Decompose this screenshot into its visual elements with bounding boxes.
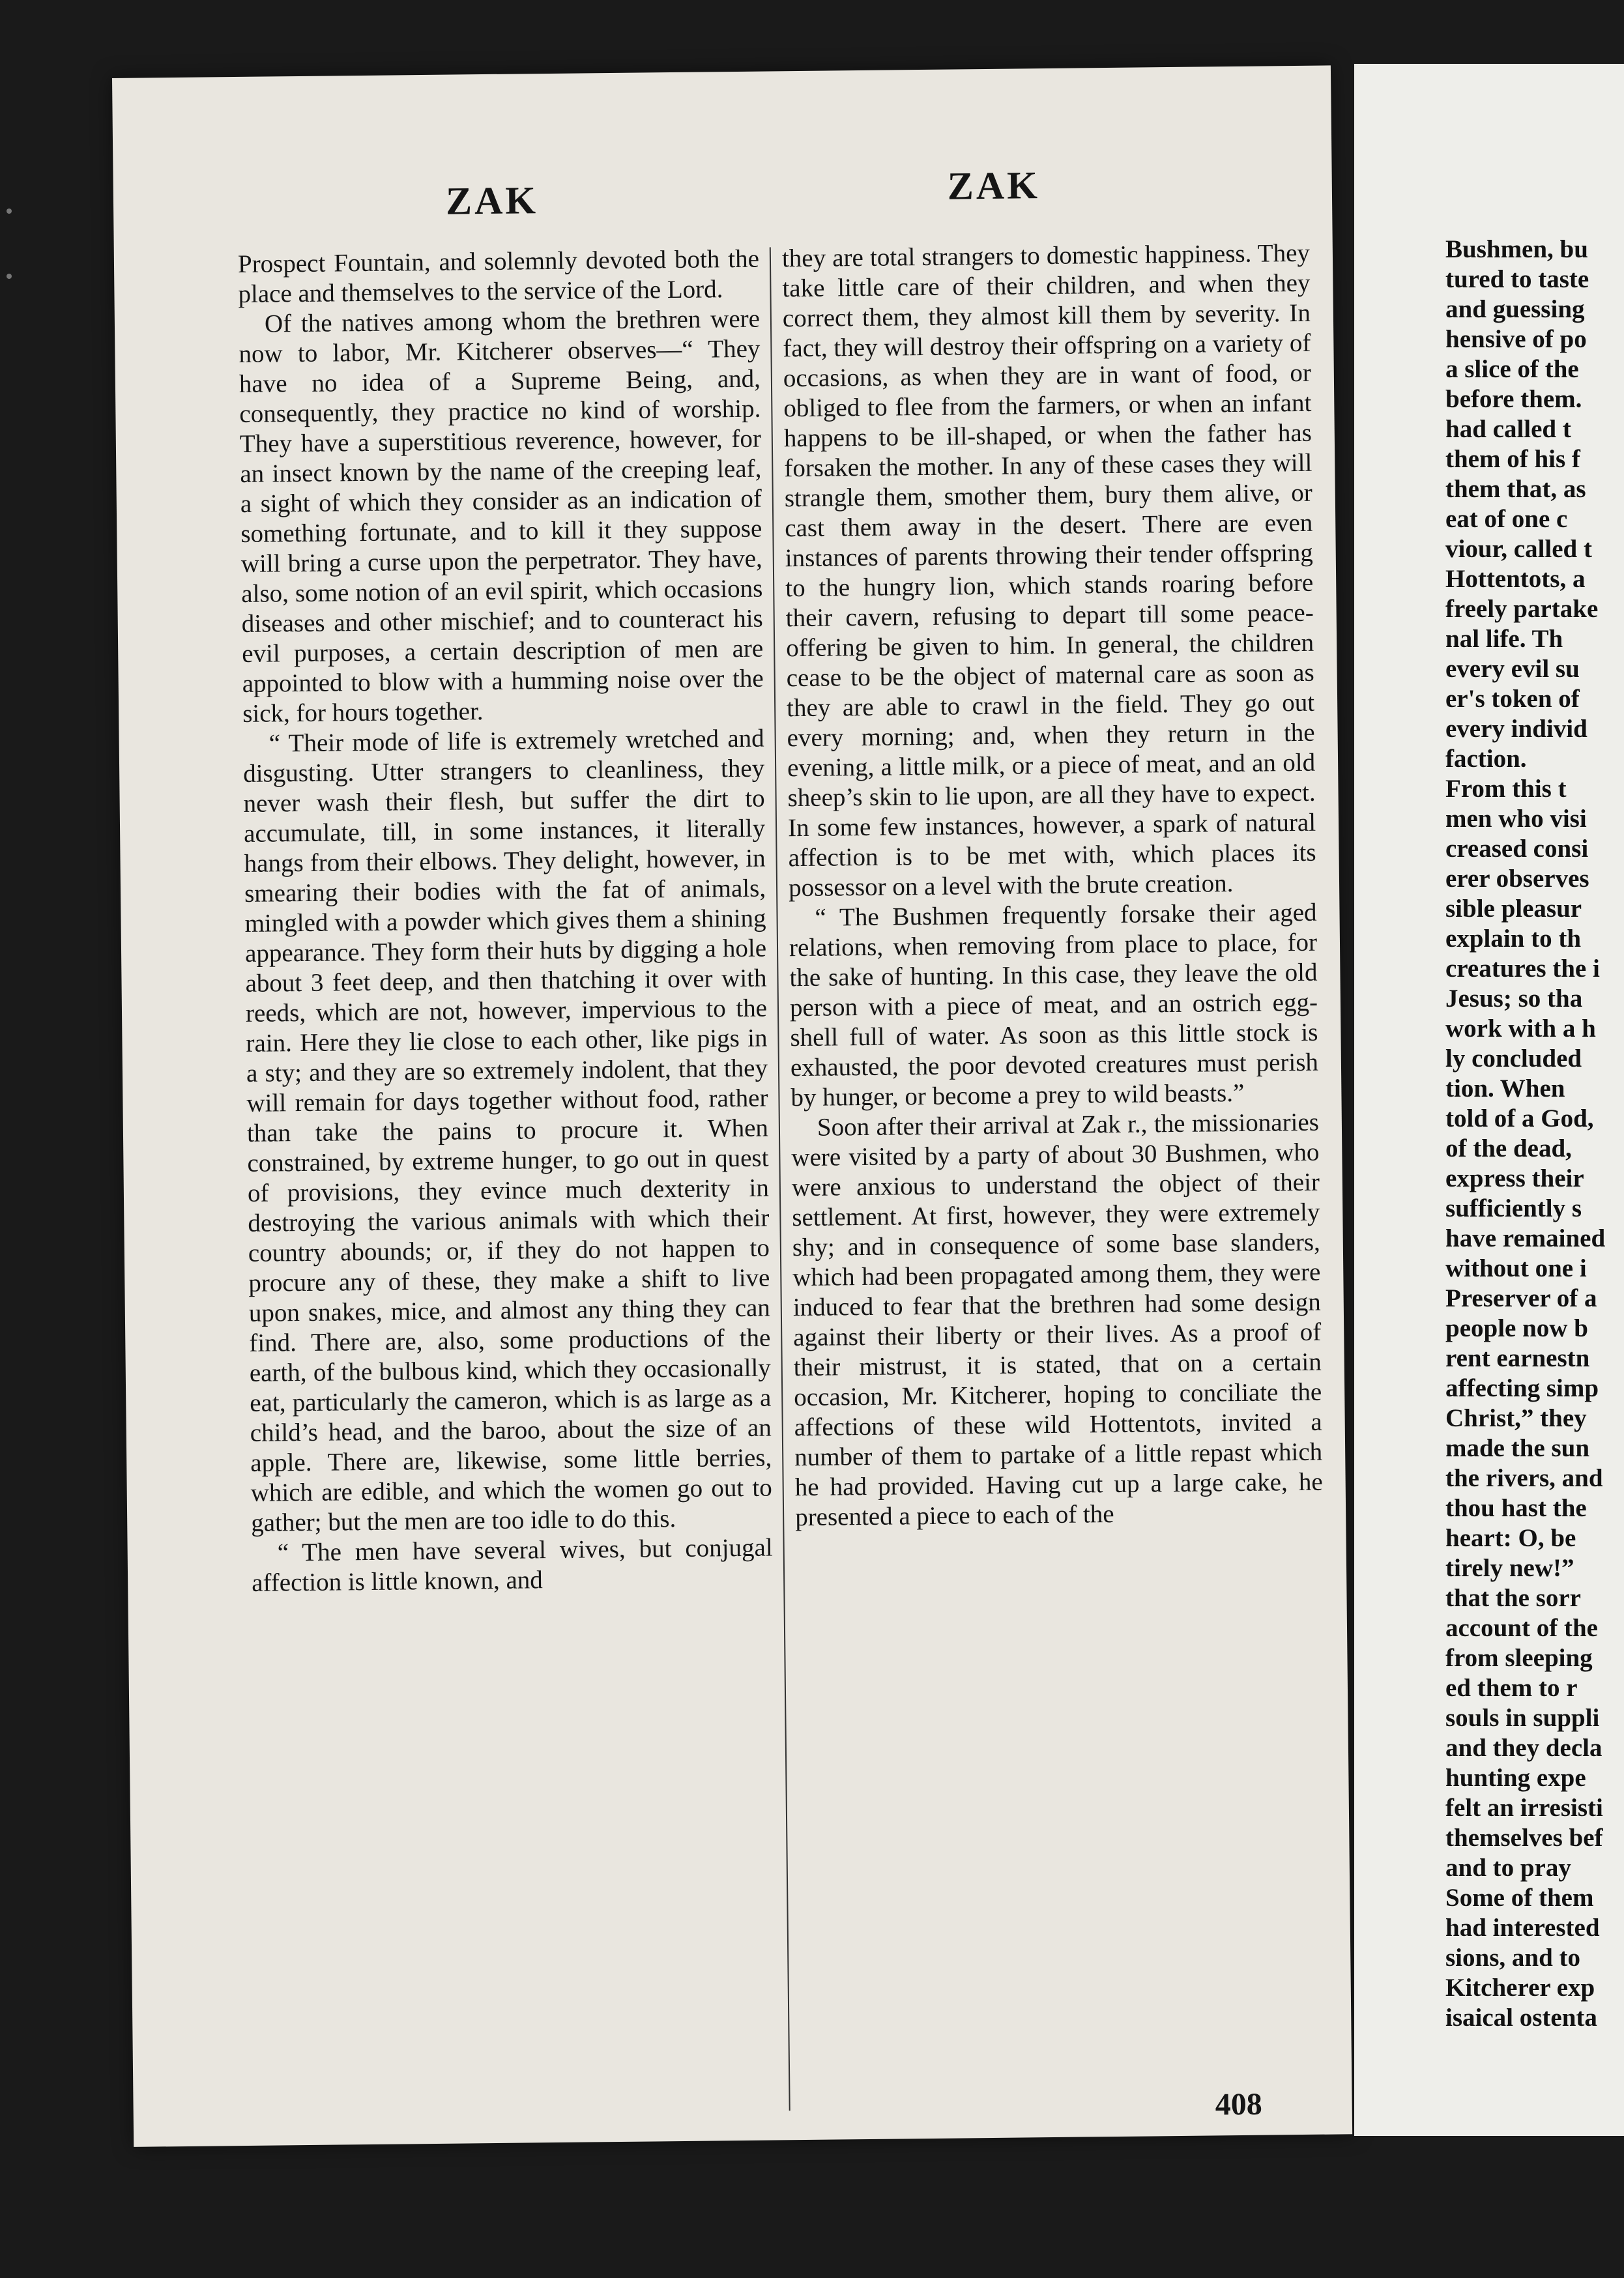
fragment-line: of the dead, [1445,1134,1572,1162]
running-header-right: ZAK [947,164,1041,208]
fragment-line: without one i [1445,1254,1587,1282]
fragment-line: that the sorr [1445,1584,1581,1612]
fragment-line: made the sun [1445,1434,1590,1462]
fragment-line: and they decla [1445,1734,1602,1762]
fragment-line: men who visi [1445,805,1587,833]
fragment-line: sible pleasur [1445,895,1582,923]
fragment-line: people now b [1445,1314,1588,1342]
fragment-line: every individ [1445,715,1588,743]
fragment-line: faction. [1445,745,1527,773]
scan-speck [7,209,12,214]
fragment-line: ed them to r [1445,1674,1578,1702]
fragment-line: From this t [1445,775,1567,803]
fragment-line: Kitcherer exp [1445,1974,1595,2002]
fragment-line: told of a God, [1445,1104,1594,1132]
fragment-line: felt an irresisti [1445,1794,1603,1822]
fragment-line: freely partake [1445,595,1599,623]
fragment-line: affecting simp [1445,1374,1599,1402]
right-page-fragment [1354,64,1624,2136]
fragment-line: and to pray [1445,1854,1571,1882]
fragment-line: tured to taste [1445,265,1589,293]
text-column-2 [782,238,1324,1533]
fragment-line: Jesus; so tha [1445,985,1583,1013]
fragment-line: had called t [1445,415,1571,443]
page-number: 408 [1215,2086,1262,2122]
fragment-line: have remained [1445,1224,1606,1252]
fragment-line: hunting expe [1445,1764,1586,1792]
fragment-line: and guessing [1445,295,1585,323]
fragment-line: er's token of [1445,685,1580,713]
fragment-line: a slice of the [1445,355,1579,383]
paragraph: Of the natives among whom the brethren were now to labor, Mr. Kitcherer observes—“ They have no idea of a Supreme Being, and, consequently, they practice no kind of worship. They have a superstitious reverence, however, for an insect known by the name of the creeping leaf, a sight of which they consider as an indication of something fortunate, and to kill it they suppose will bring a curse upon the perpetrator. They have, also, some notion of an evil spirit, which occasions diseases and other mischief; and to counteract his evil purposes, a certain description of men are appointed to blow with a humming noise over the sick, for hours together. [239,304,764,728]
fragment-line: rent earnestn [1445,1344,1590,1372]
fragment-line: sions, and to [1445,1944,1580,1972]
left-page [112,65,1352,2146]
fragment-line: explain to th [1445,925,1582,953]
fragment-line: tion. When [1445,1074,1565,1103]
fragment-line: erer observes [1445,865,1589,893]
fragment-line: work with a h [1445,1015,1596,1043]
fragment-line: sufficiently s [1445,1194,1582,1222]
paragraph: Prospect Fountain, and solemnly devoted both the place and themselves to the service of the Lord. [237,244,760,308]
running-header-left: ZAK [445,179,539,223]
fragment-line: souls in suppli [1445,1704,1600,1732]
fragment-line: express their [1445,1164,1584,1192]
fragment-line: had interested [1445,1914,1600,1942]
fragment-line: account of the [1445,1614,1598,1642]
paragraph: they are total strangers to domestic happiness. They take little care of their children, and when they correct them, they almost kill them by severity. In fact, they will destroy their offspring on a variety of occasions, as when they are in want of food, or obliged to flee from the farmers, or when an infant happens to be ill-shaped, or when the father has forsaken the mother. In any of these cases they will strangle them, smother them, bury them alive, or cast them away in the desert. There are even instances of parents throwing their tender offspring to the hungry lion, which stands roaring before their cavern, refusing to depart till some peace-offering be given to him. In general, the children cease to be the object of maternal care as soon as they are able to crawl in the field. They go out every morning; and, when they return in the evening, a little milk, or a piece of meat, and an old sheep’s skin to lie upon, are all they have to expect. In some few instances, however, a spark of natural affection is to be met with, which places its possessor on a level with the brute creation. [781,238,1316,902]
fragment-line: thou hast the [1445,1494,1587,1522]
paragraph: “ The men have several wives, but conjugal affection is little known, and [251,1533,773,1597]
fragment-line: before them. [1445,385,1582,413]
paragraph: Soon after their arrival at Zak r., the missionaries were visited by a party of about 30 Bushmen, who were anxious to understand the object of their settlement. At first, however, they were extremely shy; and in consequence of some base slanders, which had been propagated among them, they were induced to fear that the brethren had some design against their liberty or their lives. As a proof of their mistrust, it is stated, that on a certain occasion, Mr. Kitcherer, hoping to conciliate the affections of these wild Hottentots, invited a number of them to partake of a little repast which he had provided. Having cut up a large cake, he presented a piece to each of the [791,1108,1323,1532]
fragment-line: heart: O, be [1445,1524,1576,1552]
fragment-line: Some of them [1445,1884,1594,1912]
paragraph: “ The Bushmen frequently forsake their aged relations, when removing from place to place, for the sake of hunting. In this case, they leave the old person with a piece of meat, and an ostrich egg-shell full of water. As soon as this little stock is exhausted, the poor devoted creatures must perish by hunger, or become a prey to wild beasts.” [789,898,1319,1112]
fragment-line: creatures the i [1445,955,1600,983]
fragment-line: nal life. Th [1445,625,1563,653]
fragment-text [1445,235,1624,2033]
fragment-line: viour, called t [1445,535,1592,563]
fragment-line: every evil su [1445,655,1580,683]
fragment-line: Hottentots, a [1445,565,1586,593]
fragment-line: Preserver of a [1445,1284,1597,1312]
fragment-line: Bushmen, bu [1445,235,1588,263]
text-column-1 [238,244,774,1598]
fragment-line: from sleeping [1445,1644,1593,1672]
fragment-line: hensive of po [1445,325,1587,353]
fragment-line: the rivers, and [1445,1464,1603,1492]
fragment-line: Christ,” they [1445,1404,1587,1432]
fragment-line: isaical ostenta [1445,2004,1597,2032]
fragment-line: them that, as [1445,475,1586,503]
fragment-line: ly concluded [1445,1045,1582,1073]
fragment-line: them of his f [1445,445,1580,473]
paragraph: “ Their mode of life is extremely wretched and disgusting. Utter strangers to cleanliness, they never wash their flesh, but suffer the dirt to accumulate, till, in some instances, it literally hangs from their elbows. They delight, however, in smearing their bodies with the fat of animals, mingled with a powder which gives them a shining appearance. They form their huts by digging a hole about 3 feet deep, and then thatching it over with reeds, which are not, however, impervious to the rain. Here they lie close to each other, like pigs in a sty; and they are so extremely indolent, that they will remain for days together without food, rather than take the pains to procure it. When constrained, by extreme hunger, to go out in quest of provisions, they evince much dexterity in destroying the various animals with which their country abounds; or, if they do not happen to procure any of these, they make a shift to live upon snakes, mice, and almost any thing they can find. There are, also, some productions of the earth, of the bulbous kind, which they occasionally eat, particularly the cameron, which is as large as a child’s head, and the baroo, about the size of an apple. There are, likewise, some little berries, which are edible, and which the women go out to gather; but the men are too idle to do this. [242,724,772,1537]
scan-speck [7,274,12,279]
fragment-line: creased consi [1445,835,1589,863]
fragment-line: tirely new!” [1445,1554,1574,1582]
fragment-line: eat of one c [1445,505,1568,533]
fragment-line: themselves bef [1445,1824,1603,1852]
